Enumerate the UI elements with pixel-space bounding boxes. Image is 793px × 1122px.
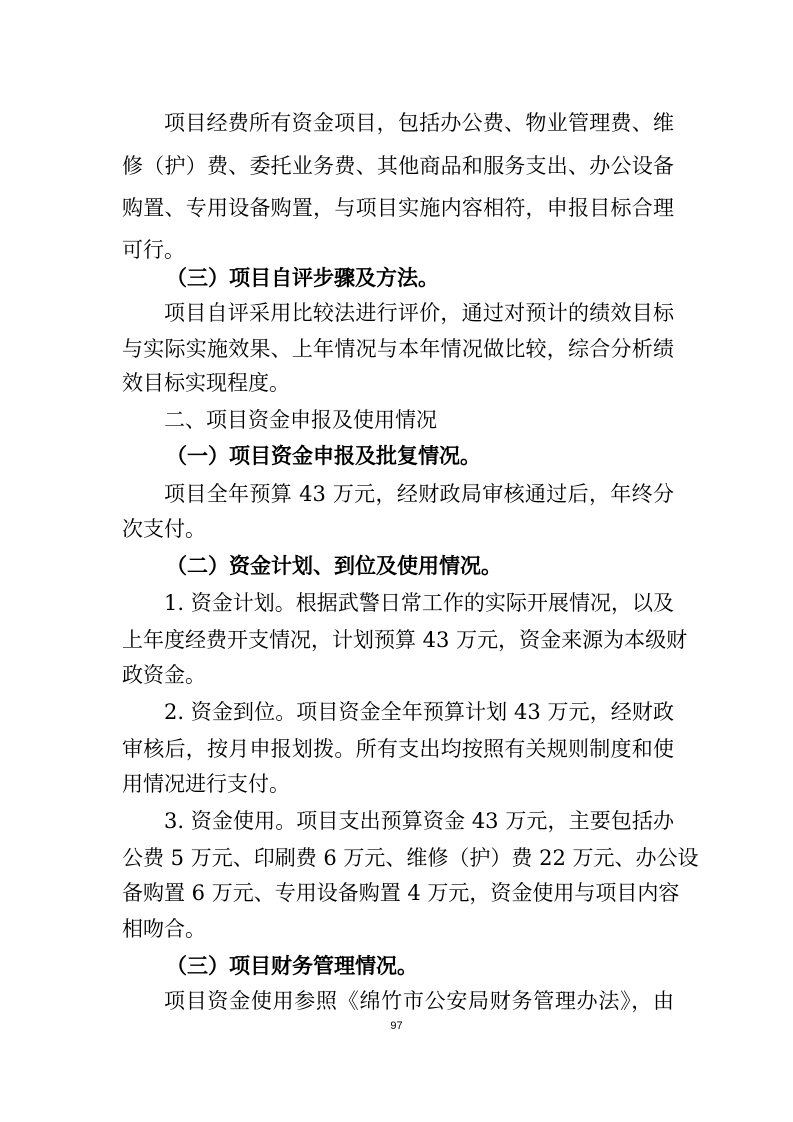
paragraph-line: 1. 资金计划。根据武警日常工作的实际开展情况，以及 [164,591,674,615]
paragraph-line: 项目全年预算 43 万元，经财政局审核通过后，年终分 [164,482,674,506]
paragraph-line: 修（护）费、委托业务费、其他商品和服务支出、办公设备 [122,154,674,178]
paragraph-line: 相吻合。 [122,917,206,941]
chapter-heading: 二、项目资金申报及使用情况 [164,408,437,432]
paragraph-line: 购置、专用设备购置，与项目实施内容相符，申报目标合理 [122,196,674,220]
paragraph-line: 审核后，按月申报划拨。所有支出均按照有关规则制度和使 [122,737,674,761]
section-heading: （三）项目自评步骤及方法。 [166,265,439,290]
paragraph-line: 可行。 [122,238,185,262]
page-number: 97 [390,1020,403,1032]
paragraph-line: 上年度经费开支情况，计划预算 43 万元，资金来源为本级财 [122,628,688,652]
paragraph-line: 政资金。 [122,663,206,687]
paragraph-line: 与实际实施效果、上年情况与本年情况做比较，综合分析绩 [122,337,674,361]
paragraph-line: 3. 资金使用。项目支出预算资金 43 万元，主要包括办 [164,809,674,833]
paragraph-line: 备购置 6 万元、专用设备购置 4 万元，资金使用与项目内容 [122,881,680,905]
paragraph-line: 效目标实现程度。 [122,371,290,395]
paragraph-line: 项目自评采用比较法进行评价，通过对预计的绩效目标 [164,301,674,325]
paragraph-line: 项目经费所有资金项目，包括办公费、物业管理费、维 [164,111,674,135]
paragraph-line: 公费 5 万元、印刷费 6 万元、维修（护）费 22 万元、办公设 [122,846,699,870]
paragraph-line: 项目资金使用参照《绵竹市公安局财务管理办法》，由 [164,989,674,1013]
section-heading: （二）资金计划、到位及使用情况。 [166,553,502,578]
paragraph-line: 次支付。 [122,517,206,541]
paragraph-line: 用情况进行支付。 [122,772,290,796]
paragraph-line: 2. 资金到位。项目资金全年预算计划 43 万元，经财政 [164,700,674,724]
section-heading: （三）项目财务管理情况。 [166,953,418,978]
section-heading: （一）项目资金申报及批复情况。 [166,443,481,468]
